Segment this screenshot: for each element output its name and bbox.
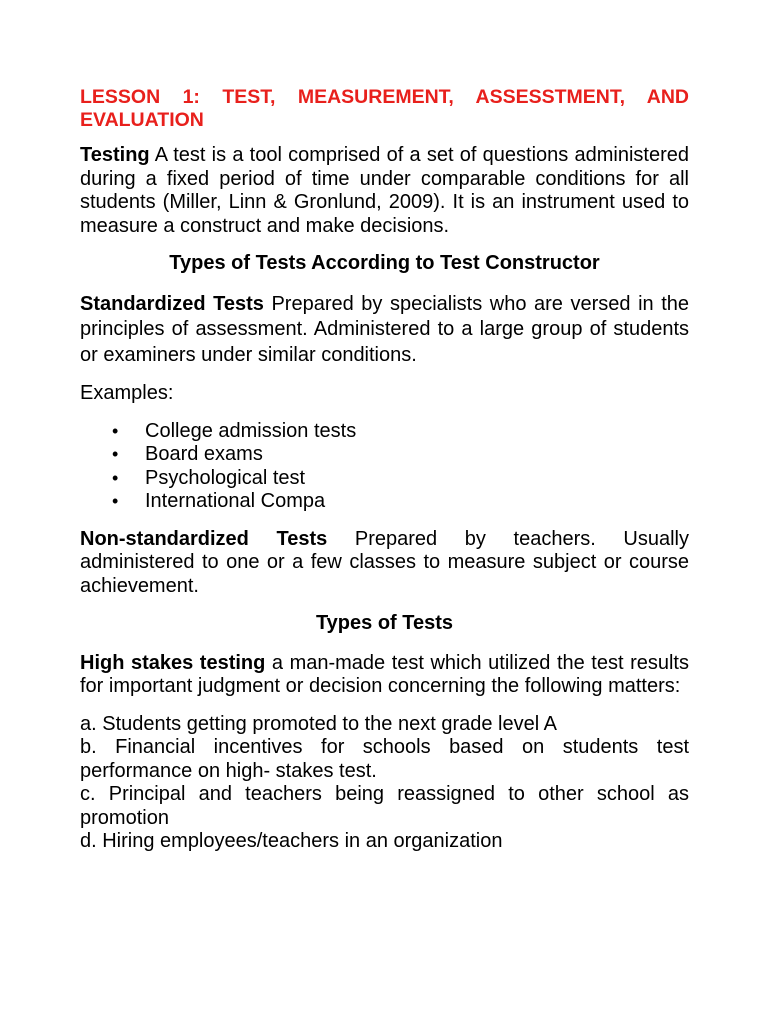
bullet-icon: •: [112, 444, 119, 464]
list-item: [80, 420, 689, 444]
bullet-icon: •: [112, 420, 119, 441]
list-item-text: Board exams: [145, 443, 263, 465]
examples-list: [80, 420, 689, 514]
list-item: d. Hiring employees/teachers in an organization: [80, 830, 503, 852]
list-item-text: Psychological test: [145, 466, 306, 489]
standardized-definition: Prepared by specialists who are versed in the principles of assessment. Administered to a large group of students or examiners under similar conditions.: [80, 292, 689, 366]
bullet-icon: •: [112, 491, 119, 511]
examples-label: Examples:: [80, 382, 174, 404]
standardized-term: Standardized Tests: [80, 292, 264, 315]
bullet-icon: •: [112, 467, 119, 488]
high-stakes-paragraph: [80, 652, 689, 699]
testing-definition: A test is a tool comprised of a set of questions administered during a fixed period of time under comparable conditions for all students (Miller, Linn & Gronlund, 2009). It is an instrument used to measure a construct and make decisions.: [80, 144, 689, 237]
list-item: [80, 490, 689, 514]
list-item: c. Principal and teachers being reassigned to other school as promotion: [80, 783, 689, 829]
lesson-title: LESSON 1: TEST, MEASUREMENT, ASSESSTMENT, AND EVALUATION: [80, 86, 689, 131]
heading-types-of-tests: Types of Tests: [315, 612, 454, 634]
standardized-paragraph: [80, 292, 689, 369]
high-stakes-definition: a man-made test which utilized the test results for important judgment or decision concerning the following matters:: [80, 651, 689, 697]
list-item-text: International Compa: [145, 490, 326, 512]
list-item: [80, 467, 689, 491]
non-standardized-paragraph: [80, 528, 689, 599]
high-stakes-term: High stakes testing: [80, 651, 266, 674]
heading-test-constructor: Types of Tests According to Test Constructor: [169, 252, 600, 274]
document-page: [80, 86, 689, 854]
non-standardized-term: Non-standardized Tests: [80, 527, 328, 550]
testing-term: Testing: [80, 144, 150, 166]
matters-list: [80, 713, 689, 854]
list-item: a. Students getting promoted to the next grade level A: [80, 712, 557, 735]
list-item: b. Financial incentives for schools based on students test performance on high- stakes test.: [80, 736, 689, 782]
list-item: [80, 443, 689, 467]
non-standardized-definition: Prepared by teachers. Usually administered to one or a few classes to measure subject or course achievement.: [80, 527, 689, 597]
list-item-text: College admission tests: [145, 419, 357, 442]
testing-paragraph: [80, 144, 689, 238]
